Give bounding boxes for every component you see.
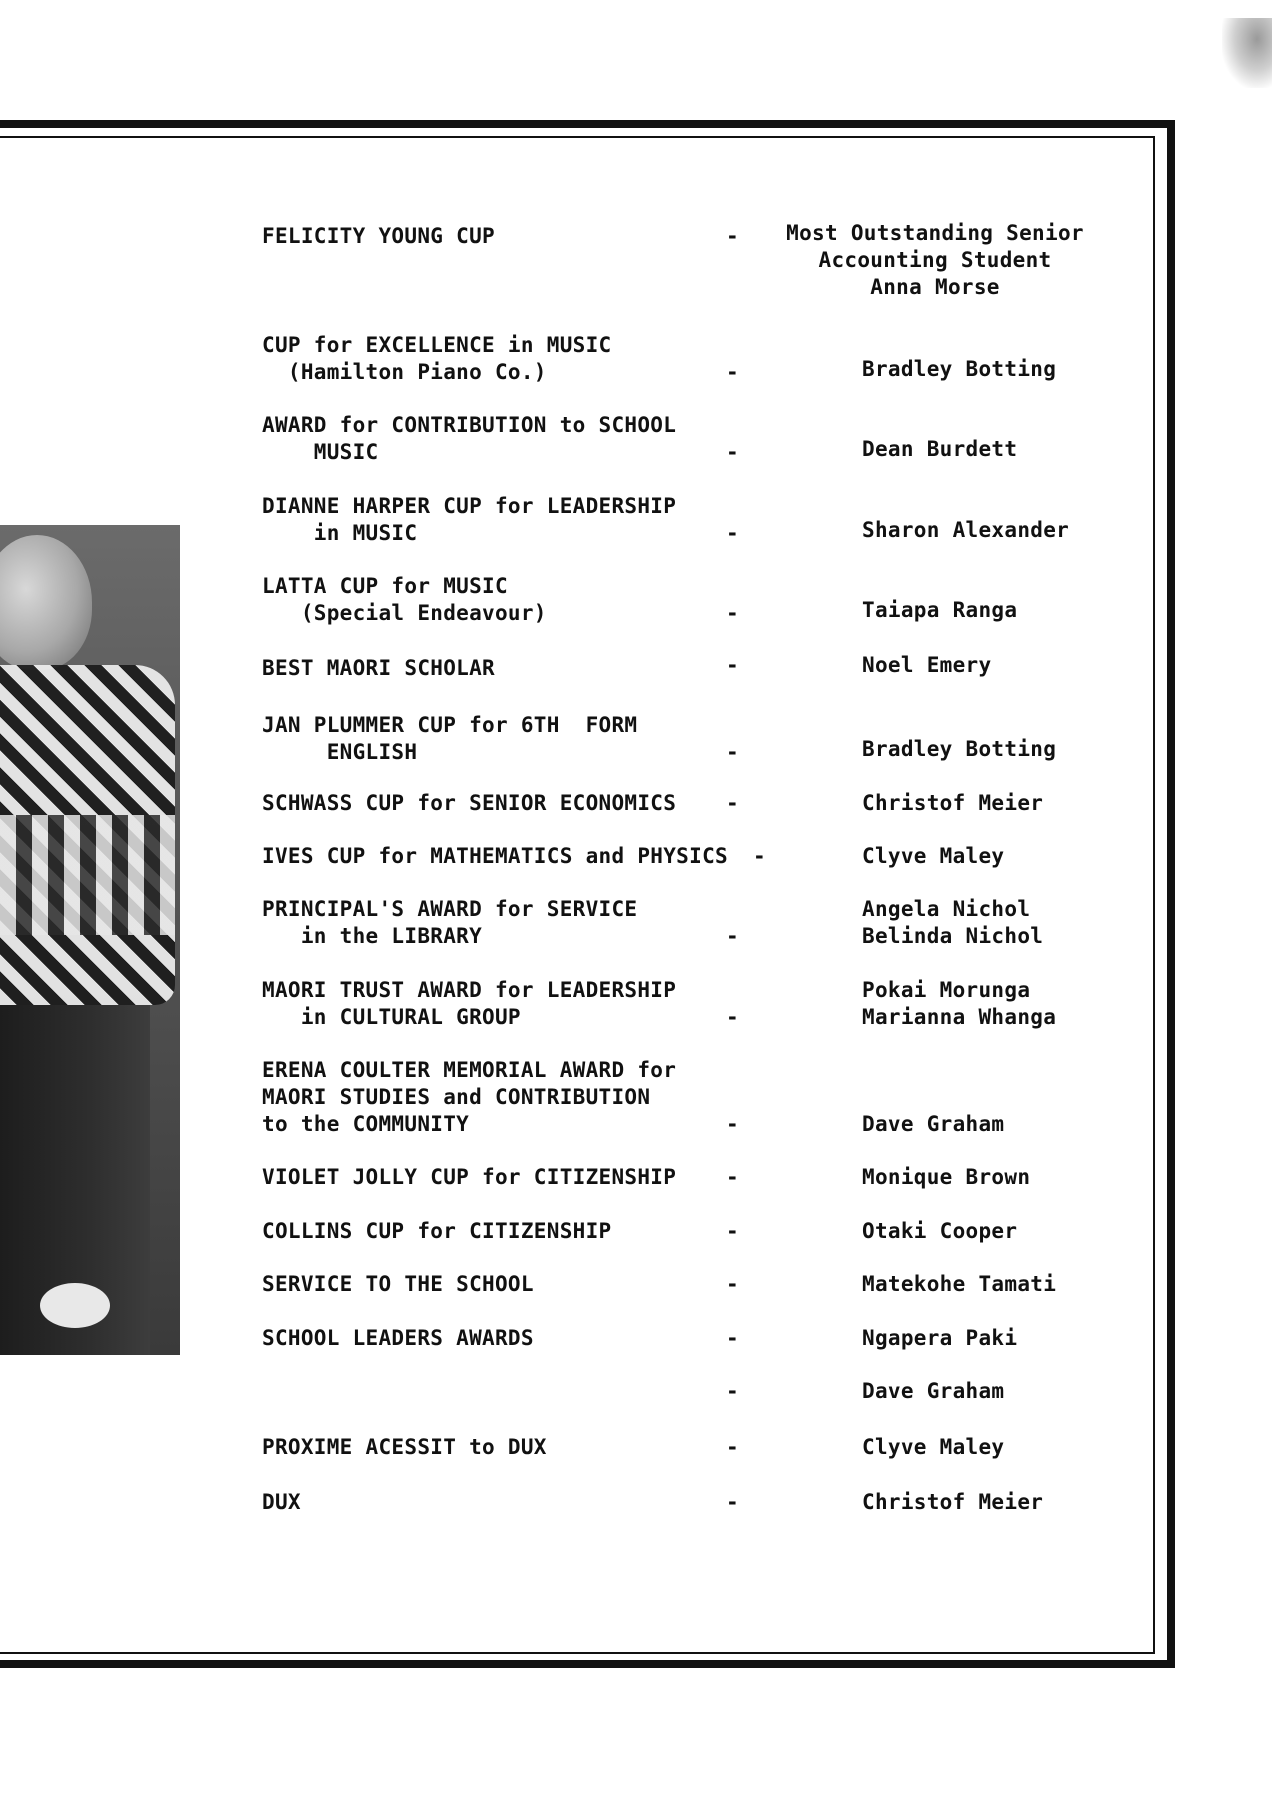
award-title: SCHWASS CUP for SENIOR ECONOMICS <box>262 791 677 815</box>
award-title: IVES CUP for MATHEMATICS and PHYSICS <box>262 844 728 868</box>
award-winner: Clyve Maley <box>862 1435 1005 1459</box>
award-winner: Dean Burdett <box>862 437 1018 461</box>
award-title: CUP for EXCELLENCE in MUSIC (Hamilton Piano Co.) <box>262 333 612 384</box>
award-separator: - <box>726 1219 739 1243</box>
award-separator: - <box>726 360 739 384</box>
award-winner: Dave Graham <box>862 1112 1005 1136</box>
award-winner: Bradley Botting <box>862 737 1057 761</box>
award-separator: - <box>726 601 739 625</box>
award-title: PROXIME ACESSIT to DUX <box>262 1435 547 1459</box>
award-winner: Otaki Cooper <box>862 1219 1018 1243</box>
award-winner: Christof Meier <box>862 791 1044 815</box>
award-winner: Angela Nichol Belinda Nichol <box>862 897 1044 948</box>
award-separator: - <box>726 1005 739 1029</box>
award-title: FELICITY YOUNG CUP <box>262 224 495 248</box>
award-title: DIANNE HARPER CUP for LEADERSHIP in MUSIC <box>262 494 677 545</box>
award-separator: - <box>726 1165 739 1189</box>
award-separator: - <box>753 844 766 868</box>
award-winner: Monique Brown <box>862 1165 1031 1189</box>
award-title: SCHOOL LEADERS AWARDS <box>262 1326 534 1350</box>
award-winner: Pokai Morunga Marianna Whanga <box>862 978 1057 1029</box>
award-title: JAN PLUMMER CUP for 6TH FORM ENGLISH <box>262 713 638 764</box>
award-separator: - <box>726 521 739 545</box>
award-title: VIOLET JOLLY CUP for CITIZENSHIP <box>262 1165 677 1189</box>
award-title: SERVICE TO THE SCHOOL <box>262 1272 534 1296</box>
award-winner: Noel Emery <box>862 653 992 677</box>
award-title: MAORI TRUST AWARD for LEADERSHIP in CULTURAL GROUP <box>262 978 677 1029</box>
award-separator: - <box>726 224 739 248</box>
award-winner: Christof Meier <box>862 1490 1044 1514</box>
award-title: DUX <box>262 1490 301 1514</box>
award-winner: Ngapera Paki <box>862 1326 1018 1350</box>
award-separator: - <box>726 1379 739 1403</box>
award-winner: Matekohe Tamati <box>862 1272 1057 1296</box>
award-winner: Bradley Botting <box>862 357 1057 381</box>
award-separator: - <box>726 440 739 464</box>
award-winner: Taiapa Ranga <box>862 598 1018 622</box>
award-separator: - <box>726 1112 739 1136</box>
award-separator: - <box>726 653 739 677</box>
award-separator: - <box>726 1272 739 1296</box>
award-title: ERENA COULTER MEMORIAL AWARD for MAORI STUDIES and CONTRIBUTION to the COMMUNITY <box>262 1058 677 1136</box>
award-winner: Dave Graham <box>862 1379 1005 1403</box>
award-title: COLLINS CUP for CITIZENSHIP <box>262 1219 612 1243</box>
award-separator: - <box>726 924 739 948</box>
award-title: BEST MAORI SCHOLAR <box>262 656 495 680</box>
award-title: PRINCIPAL'S AWARD for SERVICE in the LIBRARY <box>262 897 638 948</box>
award-winner: Sharon Alexander <box>862 518 1070 542</box>
award-separator: - <box>726 1326 739 1350</box>
award-winner: Most Outstanding Senior Accounting Student Anna Morse <box>786 221 1084 299</box>
award-title: AWARD for CONTRIBUTION to SCHOOL MUSIC <box>262 413 677 464</box>
award-separator: - <box>726 1490 739 1514</box>
award-separator: - <box>726 791 739 815</box>
award-winner: Clyve Maley <box>862 844 1005 868</box>
award-title: LATTA CUP for MUSIC (Special Endeavour) <box>262 574 547 625</box>
award-separator: - <box>726 740 739 764</box>
award-separator: - <box>726 1435 739 1459</box>
